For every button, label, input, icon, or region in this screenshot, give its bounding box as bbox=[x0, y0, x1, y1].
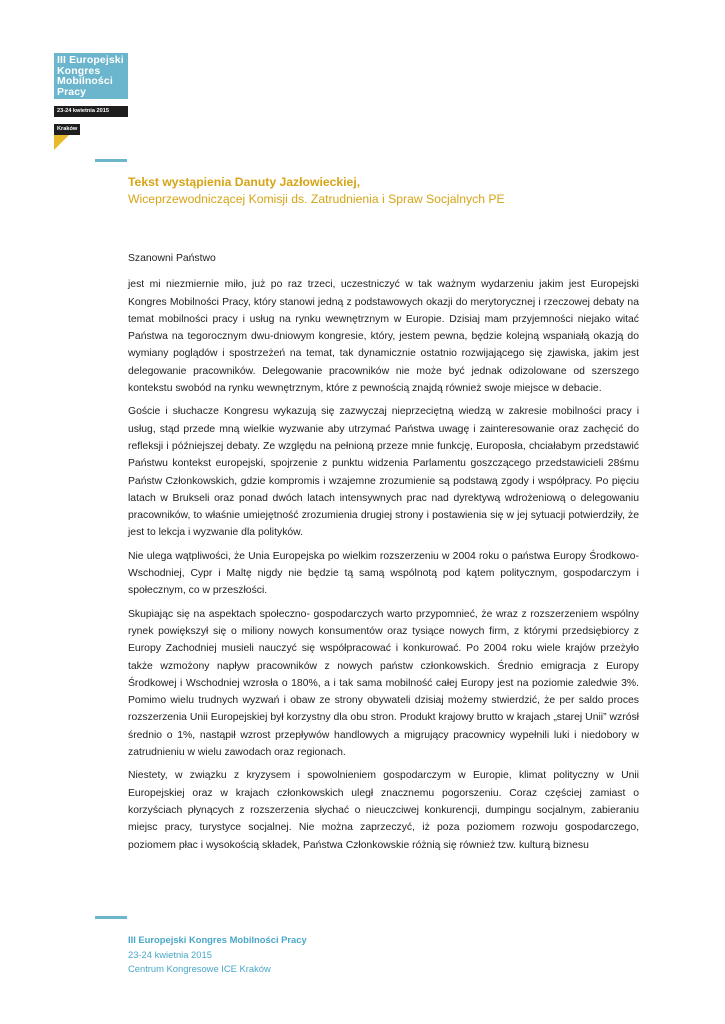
footer-rule bbox=[95, 916, 127, 919]
paragraph: Goście i słuchacze Kongresu wykazują się zazwyczaj nieprzeciętną wiedzą w zakresie mobilności pracy i usług, stąd przede mną wielkie wyzwanie aby utrzymać Państwa uwagę i zainteresowanie oraz zachęcić do refleksji i późniejszej debaty. Ze względu na pełnioną przeze mnie funkcję, Europosła, chciałabym przedstawić Państwu kontekst europejski, spojrzenie z punktu widzenia Parlamentu goszczącego przedstawicieli 28śmu Państw Członkowskich, gdzie kompromis i wzajemne zrozumienie są podstawą zgody i współpracy. Po pięciu latach w Brukseli oraz ponad dwóch latach intensywnych prac nad dyrektywą wdrożeniową o delegowaniu pracowników, to właśnie umiejętność zrozumienia drugiej strony i postawienia się w jej sytuacji potwierdziły, że jest to lekcja i wyzwanie dla polityków. bbox=[128, 406, 639, 539]
heading-title: Tekst wystąpienia Danuty Jazłowieckiej, bbox=[128, 175, 361, 189]
page-footer bbox=[128, 933, 307, 977]
document-heading bbox=[128, 174, 648, 208]
logo-triangle-icon bbox=[54, 135, 69, 150]
congress-logo bbox=[54, 53, 128, 150]
header-rule bbox=[95, 159, 127, 162]
footer-venue: Centrum Kongresowe ICE Kraków bbox=[128, 963, 271, 974]
logo-dates: 23-24 kwietnia 2015 bbox=[54, 106, 128, 117]
logo-line: Pracy bbox=[57, 85, 87, 98]
paragraph: Niestety, w związku z kryzysem i spowolnieniem gospodarczym w Europie, klimat polityczny w Unii Europejskiej oraz w krajach członkowskich uległ znacznemu pogorszeniu. Coraz częściej zamiast o korzyściach płynących z rozszerzenia słychać o nieuczciwej konkurencji, dumpingu socjalnym, zabieraniu miejsc pracy, turystyce socjalnej. Nie można zaprzeczyć, iż poza poziomem rozwoju gospodarczego, poziomem płac i wysokością składek, Państwa Członkowskie różnią się również tzw. kulturą biznesu bbox=[128, 770, 639, 851]
document-body bbox=[128, 250, 639, 860]
paragraph: Nie ulega wątpliwości, że Unia Europejska po wielkim rozszerzeniu w 2004 roku o państwa Europy Środkowo- Wschodniej, Cypr i Maltę nigdy nie będzie tą samą wspólnotą pod kątem politycznym, gospodarczym i społecznym, co w przeszłości. bbox=[128, 550, 639, 597]
logo-city: Kraków bbox=[54, 124, 80, 135]
logo-title-block bbox=[54, 53, 128, 99]
paragraph: jest mi niezmiernie miło, już po raz trzeci, uczestniczyć w tak ważnym wydarzeniu jakim jest Europejski Kongres Mobilności Pracy, który stanowi jedną z podstawowych okazji do merytorycznej i rzeczowej debaty na temat mobilności pracy i usług na rynku wewnętrznym w Europie. Dzisiaj mam przyjemności niejako witać Państwa na tegorocznym dwu-dniowym kongresie, który, jestem pewna, będzie kolejną wspaniałą okazją do wymiany poglądów i spostrzeżeń na temat, tak dynamicznie ostatnio rozwijającego się zjawiska, jakim jest delegowanie pracowników. Delegowanie pracowników nie może być jednak odizolowane od szerszego kontekstu swobód na rynku wewnętrznym, które z pewnością znajdą również swoje miejsce w debacie. bbox=[128, 279, 639, 395]
logo-line: III Europejski bbox=[57, 54, 124, 66]
greeting: Szanowni Państwo bbox=[128, 253, 216, 264]
logo-line: Mobilności bbox=[57, 75, 113, 87]
footer-event-name: III Europejski Kongres Mobilności Pracy bbox=[128, 934, 307, 945]
logo-line: Kongres bbox=[57, 64, 101, 77]
footer-dates: 23-24 kwietnia 2015 bbox=[128, 948, 212, 960]
paragraph: Skupiając się na aspektach społeczno- gospodarczych warto przypomnieć, że wraz z rozszerzeniem wspólny rynek powiększył się o miliony nowych konsumentów oraz tysiące nowych firm, z którymi przedsiębiorcy z Europy Zachodniej musieli nauczyć się współpracować i konkurować. Po 2004 roku wiele krajów przeżyło także wzmożony napływ pracowników z nowych państw członkowskich. Średnio emigracja z Europy Środkowej i Wschodniej wzrosła o 180%, a i tak sama mobilność całej Europy jest na poziomie zaledwie 3%. Pomimo wielu trudnych wyzwań i obaw ze strony obywateli dzisiaj możemy stwierdzić, że per saldo proces rozszerzenia Unii Europejskiej był korzystny dla obu stron. Produkt krajowy brutto w krajach „starej Unii” wzrósł średnio o 1%, nastąpił wzrost przepływów handlowych a migrujący pracownicy wypełnili luki i niedobory w zatrudnieniu w wielu zawodach oraz regionach. bbox=[128, 608, 639, 759]
heading-subtitle: Wiceprzewodniczącej Komisji ds. Zatrudnienia i Spraw Socjalnych PE bbox=[128, 192, 505, 206]
